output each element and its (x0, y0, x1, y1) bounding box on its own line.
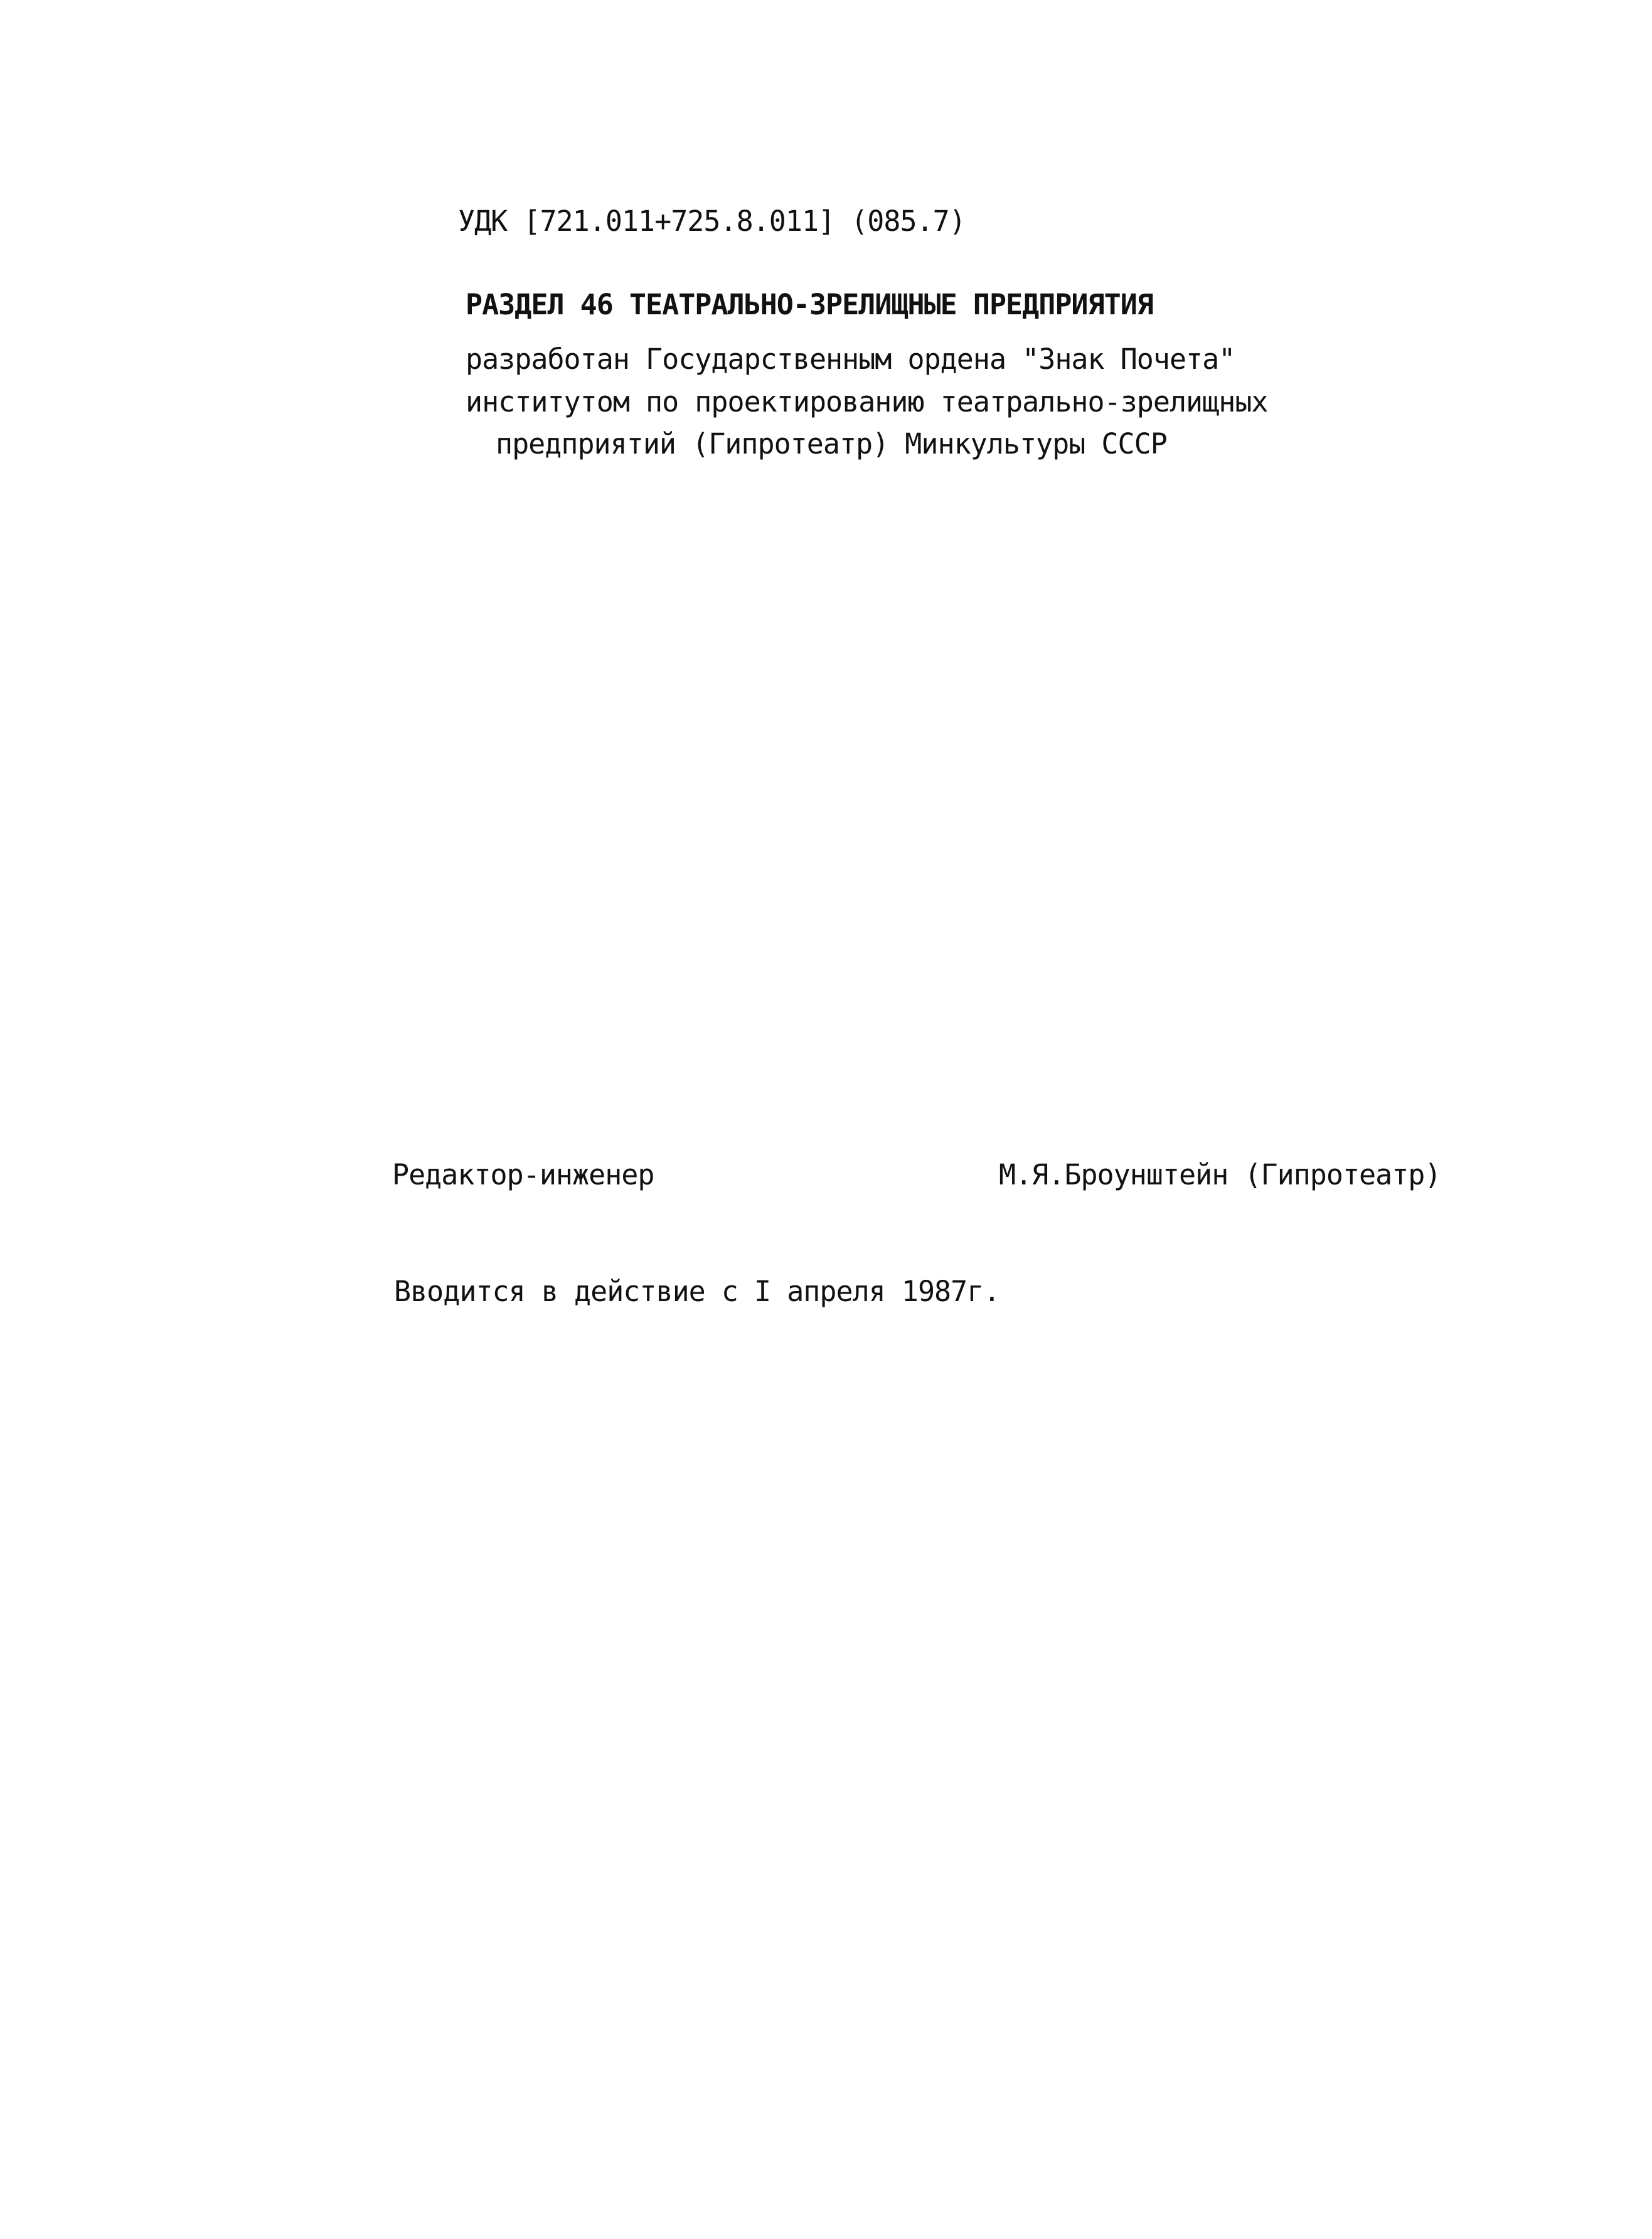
section-title: РАЗДЕЛ 46 ТЕАТРАЛЬНО-ЗРЕЛИЩНЫЕ ПРЕДПРИЯТИЯ (466, 288, 1153, 321)
editor-role: Редактор-инженер (392, 1158, 654, 1191)
developer-line-1: разработан Государственным ордена "Знак Почета" (466, 343, 1235, 376)
developer-line-3: предприятий (Гипротеатр) Минкультуры СССР (496, 427, 1167, 460)
editor-name: М.Я.Броунштейн (Гипротеатр) (999, 1158, 1441, 1191)
effective-date: Вводится в действие с I апреля 1987г. (394, 1275, 1000, 1308)
udk-code: УДК [721.011+725.8.011] (085.7) (458, 205, 966, 238)
developer-line-2: институтом по проектированию театрально-зрелищных (466, 385, 1268, 418)
